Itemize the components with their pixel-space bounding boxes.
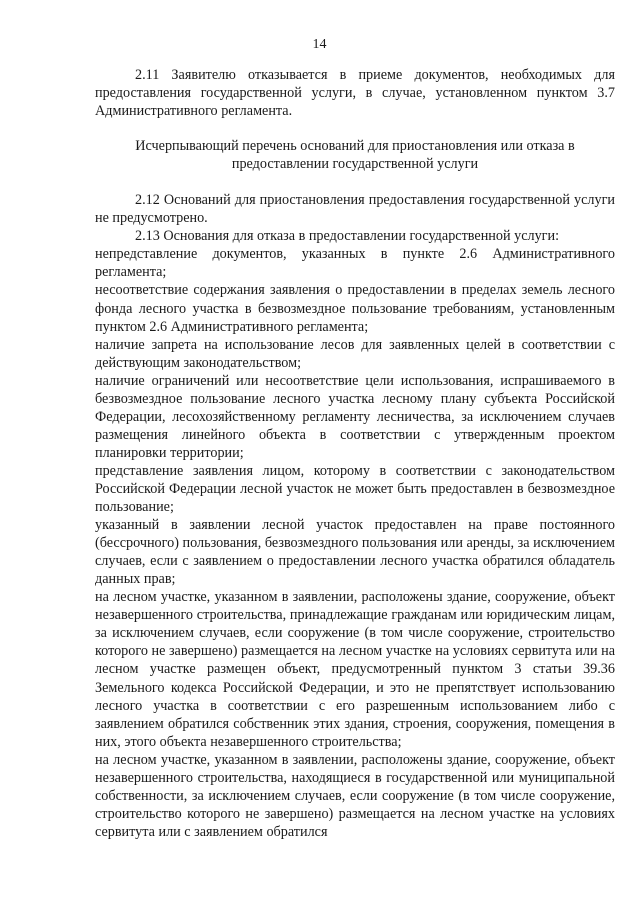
document-body <box>95 66 615 841</box>
ground-item: наличие ограничений или несоответствие цели использования, испрашиваемого в безвозмездное пользование лесного участка лесному плану субъекта Российской Федерации, лесохозяйственному регламенту лесничества, за исключением случаев размещения линейного объекта в соответствии с утвержденным проектом планировки территории; <box>95 372 615 461</box>
page-number: 14 <box>312 37 327 52</box>
ground-item: непредставление документов, указанных в пункте 2.6 Административного регламента; <box>95 246 615 281</box>
ground-item: представление заявления лицом, которому в соответствии с законодательством Российской Федерации лесной участок не может быть предоставлен в безвозмездное пользование; <box>95 462 615 516</box>
ground-item: наличие запрета на использование лесов для заявленных целей в соответствии с действующим законодательством; <box>95 336 615 371</box>
paragraph-2-13: 2.13 Основания для отказа в предоставлении государственной услуги: <box>135 228 560 245</box>
ground-item: несоответствие содержания заявления о предоставлении в пределах земель лесного фонда лесного участка в безвозмездное пользование требованиям, установленным пунктом 2.6 Административного регламента; <box>95 282 615 335</box>
paragraph-2-12: 2.12 Оснований для приостановления предоставления государственной услуги не предусмотрено. <box>95 192 615 227</box>
ground-item: указанный в заявлении лесной участок предоставлен на праве постоянного (бессрочного) пользования, безвозмездного пользования или аренды, за исключением случаев, если с заявлением о предоставлении лесного участка обратился обладатель данных прав; <box>95 517 615 588</box>
ground-item: на лесном участке, указанном в заявлении, расположены здание, сооружение, объект незавершенного строительства, принадлежащие гражданам или юридическим лицам, за исключением случаев, если сооружение (в том числе сооружение, строительство которого не завершено) размещается на лесном участке на условиях сервитута или на лесном участке размещен объект, предусмотренный пунктом 3 статьи 39.36 Земельного кодекса Российской Федерации, и это не препятствует использованию лесного участка в соответствии с его разрешенным использованием либо с заявлением обратился собственник этих здания, строения, сооружения, помещения в них, этого объекта незавершенного строительства; <box>95 589 615 750</box>
paragraph-2-11: 2.11 Заявителю отказывается в приеме документов, необходимых для предоставления государственной услуги, в случае, установленном пунктом 3.7 Административного регламента. <box>95 67 615 120</box>
ground-item: на лесном участке, указанном в заявлении, расположены здание, сооружение, объект незавершенного строительства, находящиеся в государственной или муниципальной собственности, за исключением случаев, если сооружение (в том числе сооружение, строительство которого не завершено) размещается на лесном участке на условиях сервитута или с заявлением обратился <box>95 751 615 840</box>
section-heading: Исчерпывающий перечень оснований для приостановления или отказа в предоставлении государственной услуги <box>135 138 575 173</box>
